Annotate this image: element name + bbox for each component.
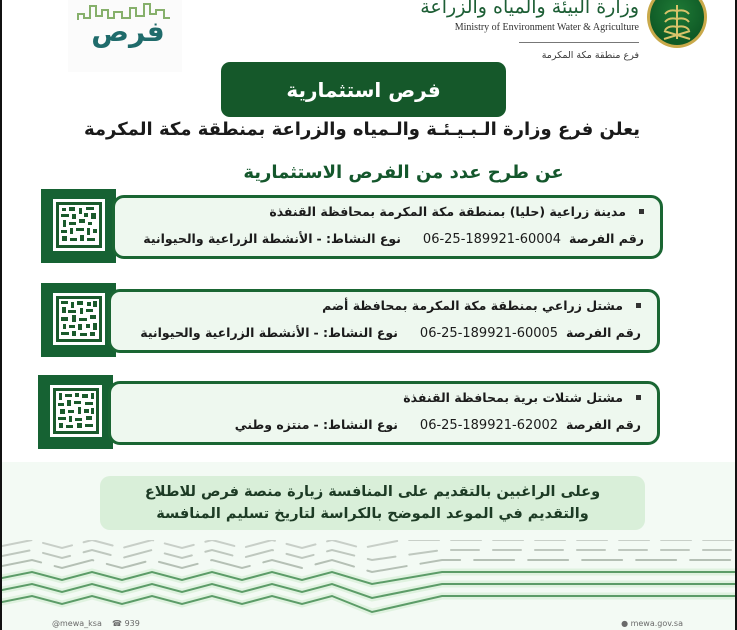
opportunity-card xyxy=(38,375,660,451)
opportunity-title: مشتل زراعي بمنطقة مكة المكرمة بمحافظة أضم xyxy=(322,298,623,313)
notice-line-2: والتقديم في الموعد الموضح بالكراسة لتاريخ تسليم المنافسة xyxy=(156,506,589,522)
opportunity-id-label: رقم الفرصة xyxy=(569,231,644,246)
phone-icon: ☎ xyxy=(112,619,123,628)
ministry-name-arabic: وزارة البيئة والمياه والزراعة xyxy=(420,0,639,18)
opportunity-card xyxy=(41,283,660,359)
opportunity-id[interactable]: 06-25-189921-60004 xyxy=(422,232,562,247)
application-notice xyxy=(100,476,645,530)
opportunity-title: مشتل شتلات برية بمحافظة القنفذة xyxy=(403,390,623,405)
activity-type: الأنشطة الزراعية والحيوانية xyxy=(143,231,313,246)
qr-code-icon[interactable] xyxy=(50,385,102,437)
opportunity-meta xyxy=(140,325,641,341)
announcement-line-1: يعلن فرع وزارة الـبـيـئـة والـمياه والزراعة بمنطقة مكة المكرمة xyxy=(83,119,640,140)
activity-type: منتزه وطني xyxy=(234,417,310,432)
phone-number[interactable]: 939 xyxy=(124,619,140,628)
opportunity-card xyxy=(41,189,663,265)
header-divider xyxy=(519,42,639,43)
forsa-wordmark: فرص xyxy=(91,15,165,48)
activity-type: الأنشطة الزراعية والحيوانية xyxy=(140,325,310,340)
announcement-line-2: عن طرح عدد من الفرص الاستثمارية xyxy=(243,162,564,183)
bullet-icon xyxy=(639,209,644,214)
forsa-logo xyxy=(68,0,182,72)
bullet-icon xyxy=(636,395,641,400)
website-link[interactable]: mewa.gov.sa xyxy=(630,619,683,628)
opportunity-id-label: رقم الفرصة xyxy=(566,417,641,432)
social-handle[interactable]: @mewa_ksa xyxy=(52,619,102,628)
opportunity-details xyxy=(108,289,660,353)
opportunity-title: مدينة زراعية (حليا) بمنطقة مكة المكرمة بمحافظة القنفذة xyxy=(269,204,626,219)
opportunity-meta xyxy=(235,417,641,433)
qr-code-icon[interactable] xyxy=(53,293,105,345)
page-title: فرص استثمارية xyxy=(221,62,506,117)
notice-line-1: وعلى الراغبين بالتقديم على المنافسة زيارة منصة فرص للاطلاع xyxy=(144,484,601,500)
qr-panel xyxy=(38,375,113,449)
qr-panel xyxy=(41,283,116,357)
wave-decoration-icon xyxy=(2,540,737,618)
branch-name: فرع منطقة مكة المكرمة xyxy=(541,50,639,61)
opportunity-details xyxy=(112,195,663,259)
bullet-icon xyxy=(636,303,641,308)
palm-emblem-icon xyxy=(647,0,707,48)
opportunity-details xyxy=(108,381,660,445)
qr-panel xyxy=(41,189,116,263)
opportunity-id[interactable]: 06-25-189921-62002 xyxy=(419,418,559,433)
opportunity-id-label: رقم الفرصة xyxy=(566,325,641,340)
opportunity-id[interactable]: 06-25-189921-60005 xyxy=(419,326,559,341)
ministry-logo xyxy=(645,0,709,50)
social-contacts xyxy=(52,619,140,628)
ministry-name-english: Ministry of Environment Water & Agriculture xyxy=(454,22,639,33)
website-contact xyxy=(621,619,683,628)
activity-label: نوع النشاط: - xyxy=(313,417,398,432)
qr-code-icon[interactable] xyxy=(53,199,105,251)
globe-icon: ● xyxy=(621,619,629,628)
opportunity-meta xyxy=(143,231,644,247)
activity-label: نوع النشاط: - xyxy=(316,231,401,246)
activity-label: نوع النشاط: - xyxy=(313,325,398,340)
